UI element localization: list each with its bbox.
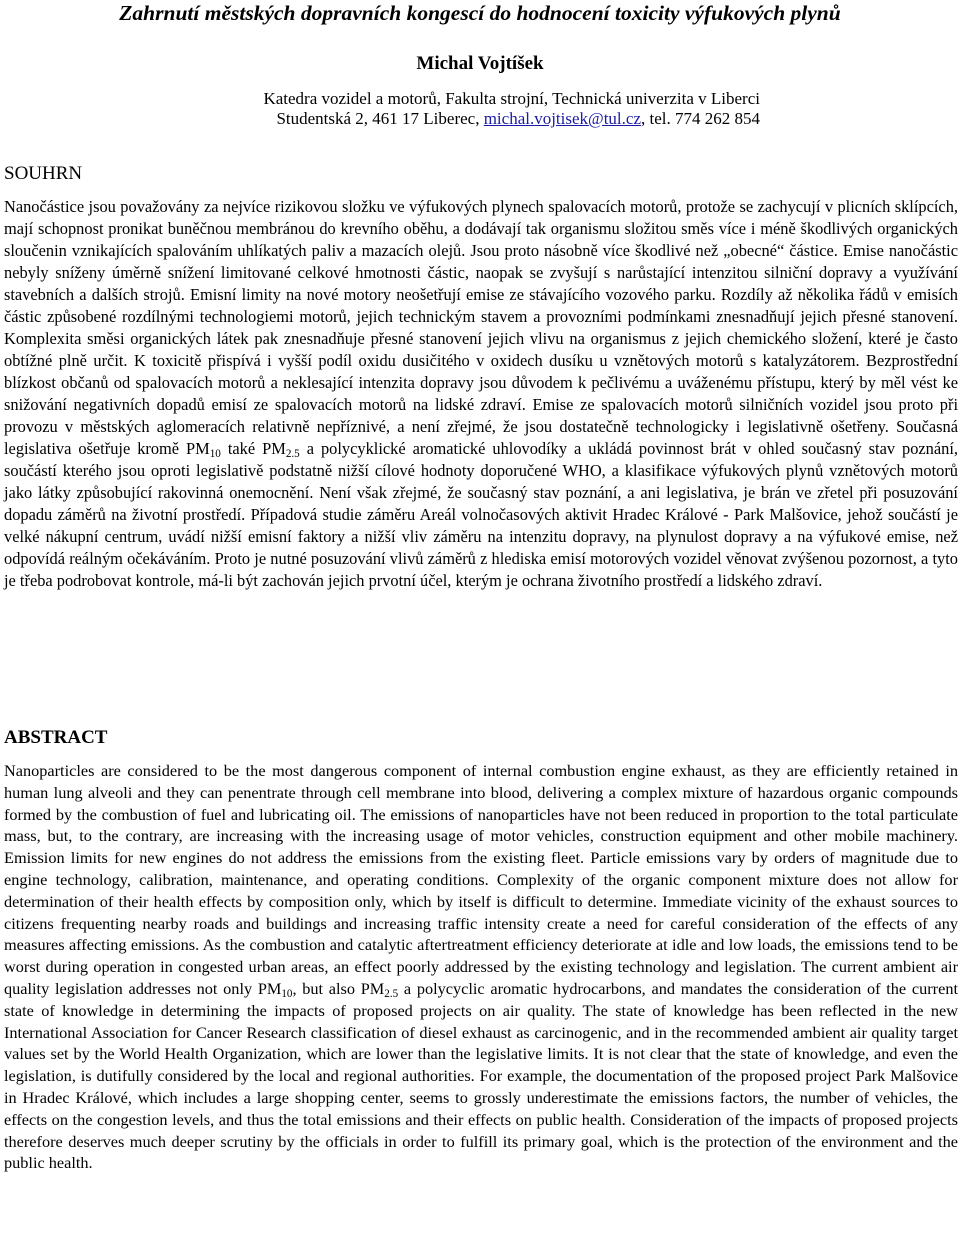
abstract-paragraph	[4, 760, 958, 1174]
abstract-text-part: , but also PM	[292, 978, 385, 998]
souhrn-text-part: také PM	[220, 439, 286, 458]
souhrn-text-part: Nanočástice jsou považovány za nejvíce rizikovou složku ve výfukových plynech spalovacích motorů, protože se zachycují v plicních sklípcích, mají schopnost pronikat buněčnou membránou do krevního oběhu, a dodávají tak organismu složitou směs více i méně škodlivých organických sloučenin vznikajících spalováním uhlíkatých paliv a mazacích olejů. Jsou proto násobně více škodlivé než „obecné“ částice. Emise nanočástic nebyly sníženy úměrně snížení limitované celkové hmotnosti částic, naopak se zvyšují s narůstající intenzitou silniční dopravy a využívání stavebních a dalších strojů. Emisní limity na nové motory neošetřují emise ze stávajícího vozového parku. Rozdíly až několika řádů v emisích částic způsobené rozdílnými technologiemi motorů, jejich technickým stavem a provozními podmínkami znesnadňují jejich přesné stanovení. Komplexita směsi organických látek pak znesnadňuje přesné stanovení jejich vlivu na organismus z jejich chemického složení, které je často obtížné plně určit. K toxicitě přispívá i vyšší podíl oxidu dusičitého v oxidech dusíku u vznětových motorů s katalyzátorem. Bezprostřední blízkost občanů od spalovacích motorů a neklesající intenzita dopravy jsou důvodem k pečlivému a uváženému přístupu, který by měl vést ke snižování negativních dopadů emisí ze spalovacích motorů na lidské zdraví. Emise ze spalovacích motorů silničních vozidel jsou proto při provozu v městských aglomeracích relativně nepříznivé, a není zřejmé, že jsou dostatečně technologicky i legislativně ošetřeny. Současná legislativa ošetřuje kromě PM	[4, 197, 958, 458]
abstract-heading: ABSTRACT	[4, 727, 108, 748]
pm10-subscript: 10	[209, 447, 221, 460]
author-name: Michal Vojtíšek	[416, 53, 544, 74]
abstract-text-part: a polycyclic aromatic hydrocarbons, and mandates the consideration of the current state of knowledge in determining the impacts of proposed projects on air quality. The state of knowledge has been reflected in the new International Association for Cancer Research classification of diesel exhaust as carcinogenic, and in the recommended ambient air quality target values set by the World Health Organization, which are lower than the legislative limits. It is not clear that the state of knowledge, and even the legislation, is dutifully considered by the local and regional authorities. For example, the documentation of the proposed project Park Malšovice in Hradec Králové, which includes a large shopping center, seems to grossly underestimate the emissions factors, the number of vehicles, the effects on the congestion levels, and thus the total emissions and their effects on public health. Consideration of the impacts of proposed projects therefore deserves much deeper scrutiny by the officials in order to fulfill its primary goal, which is the protection of the environment and the public health.	[4, 978, 958, 1173]
address-text: Studentská 2, 461 17 Liberec,	[276, 109, 484, 128]
souhrn-paragraph	[4, 196, 958, 592]
email-link[interactable]: michal.vojtisek@tul.cz	[483, 109, 641, 128]
souhrn-heading: SOUHRN	[4, 163, 83, 184]
pm10-subscript: 10	[281, 987, 293, 1000]
phone-text: , tel. 774 262 854	[641, 109, 760, 128]
affiliation-line: Katedra vozidel a motorů, Fakulta strojní, Technická univerzita v Liberci	[263, 89, 760, 108]
pm25-subscript: 2.5	[285, 447, 300, 460]
contact-line	[276, 108, 760, 130]
souhrn-text-part: a polycyklické aromatické uhlovodíky a ukládá povinnost brát v ohled současný stav poznání, součástí kterého jsou oproti legislativě podstatně nižší cílové hodnoty doporučené WHO, a klasifikace výfukových plynů vznětových motorů jako látky způsobující rakovinná onemocnění. Není však zřejmé, že současný stav poznání, a ani legislativa, je brán ve zřetel při posuzování dopadu záměrů na životní prostředí. Případová studie záměru Areál volnočasových aktivit Hradec Králové - Park Malšovice, jehož součástí je velké nákupní centrum, uvádí nižší emisní faktory a nižší vliv záměru na intenzitu dopravy, na plynulost dopravy a na výfukové emise, než odpovídá reálným očekáváním. Proto je nutné posuzování vlivů záměrů z hlediska emisí motorových vozidel věnovat zvýšenou pozornost, a tyto je třeba podrobovat kontrole, má-li být zachován jejich prvotní účel, kterým je ochrana životního prostředí a lidského zdraví.	[4, 439, 958, 590]
abstract-text-part: Nanoparticles are considered to be the most dangerous component of internal combustion engine exhaust, as they are efficiently retained in human lung alveoli and they can penentrate through cell membrane into blood, delivering a complex mixture of hazardous organic compounds formed by the combustion of fuel and lubricating oil. The emissions of nanoparticles have not been reduced in proportion to the total particulate mass, but, to the contrary, are increasing with the increasing usage of motor vehicles, construction equipment and other mobile machinery. Emission limits for new engines do not address the emissions from the existing fleet. Particle emissions vary by orders of magnitude due to engine technology, calibration, maintenance, and operating conditions. Complexity of the organic component mixture does not allow for determination of their health effects by composition only, which by itself is difficult to determine. Immediate vicinity of the exhaust sources to citizens frequenting nearby roads and buildings and increasing traffic intensity create a need for careful consideration of the effects of any measures affecting emissions. As the combustion and catalytic aftertreatment efficiency deteriorate at idle and low loads, the emissions tend to be worst during operation in congested urban areas, an effect poorly addressed by the existing technology and legislation. The current ambient air quality legislation addresses not only PM	[4, 761, 958, 998]
paper-title: Zahrnutí městských dopravních kongescí do hodnocení toxicity výfukových plynů	[119, 1, 841, 25]
pm25-subscript: 2.5	[384, 987, 399, 1000]
